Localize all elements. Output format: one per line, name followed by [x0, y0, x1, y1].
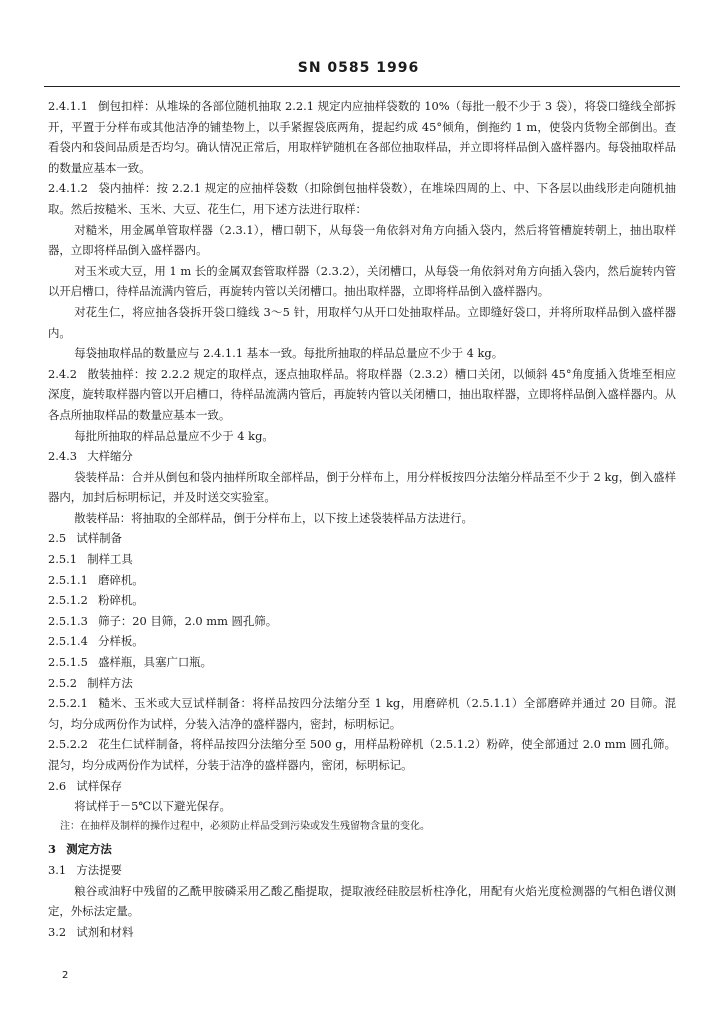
paragraph	[48, 178, 676, 219]
clause-number: 2.5.2.1	[48, 696, 88, 711]
paragraph	[48, 343, 676, 364]
clause-number: 2.4.3	[48, 449, 77, 464]
standard-number-header: SN 0585 1996	[297, 60, 420, 76]
clause-number: 3	[48, 842, 56, 857]
clause-text: 试样制备	[76, 531, 122, 546]
clause-text: 分样板。	[98, 634, 144, 649]
paragraph	[48, 220, 676, 261]
paragraph	[48, 426, 676, 447]
clause-text: 盛样瓶，具塞广口瓶。	[98, 655, 213, 670]
clause-text: 每袋抽取样品的数量应与 2.4.1.1 基本一致。每批所抽取的样品总量应不少于 4 kg。	[74, 346, 504, 361]
clause-text: 大样缩分	[87, 449, 133, 464]
clause-text: 袋装样品：合并从倒包和袋内抽样所取全部样品，倒于分样布上，用分样板按四分法缩分样品至不少于 2 kg，倒入盛样器内，加封后标明标记，并及时送交实验室。	[48, 469, 676, 505]
clause-number: 2.5.1.3	[48, 613, 88, 628]
paragraph	[48, 570, 676, 591]
clause-text: 散装抽样：按 2.2.2 规定的取样点，逐点抽取样品。将取样器（2.3.2）槽口关闭，以倾斜 45°角度插入货堆至相应深度，旋转取样器内管以开启槽口，待样品流满内管后，再旋转内管以关闭槽口，抽出取样器，立即将样品倒入盛样器内。从各点所抽取样品的数量应基本一致。	[48, 366, 676, 422]
clause-number: 2.5.2.2	[48, 737, 88, 752]
clause-text: 粉碎机。	[98, 593, 144, 608]
paragraph	[48, 549, 676, 570]
paragraph	[48, 508, 676, 529]
paragraph	[48, 922, 676, 943]
clause-number: 3.2	[48, 924, 67, 939]
paragraph	[48, 631, 676, 652]
paragraph	[48, 302, 676, 343]
clause-text: 每批所抽取的样品总量应不少于 4 kg。	[74, 428, 274, 443]
paragraph	[48, 734, 676, 775]
clause-text: 注：在抽样及制样的操作过程中，必须防止样品受到污染或发生残留物含量的变化。	[60, 820, 430, 832]
clause-text: 粮谷或油籽中残留的乙酰甲胺磷采用乙酸乙酯提取，提取液经硅胶层析柱净化，用配有火焰光度检测器的气相色谱仪测定，外标法定量。	[48, 883, 676, 919]
clause-number: 2.5.1.4	[48, 634, 88, 649]
clause-text: 方法提要	[76, 862, 122, 877]
clause-number: 2.4.1.1	[48, 99, 88, 113]
clause-text: 对糙米，用金属单管取样器（2.3.1），槽口朝下，从每袋一角依斜对角方向插入袋内，然后将管槽旋转朝上，抽出取样器，立即将样品倒入盛样器内。	[48, 222, 676, 258]
clause-text: 糙米、玉米或大豆试样制备：将样品按四分法缩分至 1 kg，用磨碎机（2.5.1.1）全部磨碎并通过 20 目筛。混匀，均分成两份作为试样，分装入洁净的盛样器内，密封，标明标记。	[48, 696, 676, 731]
paragraph	[48, 652, 676, 673]
clause-number: 2.5	[48, 531, 67, 546]
clause-number: 2.4.1.2	[48, 181, 88, 196]
clause-number: 2.6	[48, 778, 67, 793]
paragraph	[48, 817, 676, 838]
page-number: 2	[62, 970, 69, 981]
clause-text: 测定方法	[66, 842, 112, 857]
paragraph	[48, 796, 676, 817]
paragraph	[48, 590, 676, 611]
paragraph	[48, 611, 676, 632]
paragraph	[48, 776, 676, 797]
clause-number: 2.5.2	[48, 675, 77, 690]
clause-text: 将试样于－5℃以下避光保存。	[74, 799, 231, 814]
paragraph	[48, 839, 676, 860]
paragraph	[48, 881, 676, 922]
clause-number: 3.1	[48, 862, 67, 877]
paragraph	[48, 673, 676, 694]
header-rule	[44, 86, 680, 87]
clause-text: 制样工具	[87, 552, 133, 567]
paragraph	[48, 693, 676, 734]
paragraph	[48, 860, 676, 881]
clause-number: 2.5.1.1	[48, 572, 88, 587]
clause-text: 试样保存	[76, 778, 122, 793]
clause-text: 制样方法	[87, 675, 133, 690]
document-body	[48, 96, 676, 942]
clause-text: 试剂和材料	[76, 924, 134, 939]
clause-number: 2.5.1.5	[48, 655, 88, 670]
clause-number: 2.5.1	[48, 552, 77, 567]
paragraph	[48, 446, 676, 467]
clause-text: 筛子：20 目筛，2.0 mm 圆孔筛。	[98, 613, 278, 628]
paragraph	[48, 467, 676, 508]
clause-text: 散装样品：将抽取的全部样品，倒于分样布上，以下按上述袋装样品方法进行。	[74, 510, 473, 525]
clause-text: 花生仁试样制备，将样品按四分法缩分至 500 g，用样品粉碎机（2.5.1.2）粉碎，使全部通过 2.0 mm 圆孔筛。混匀，均分成两份作为试样，分装于洁净的盛样器内，密闭，标明标记。	[48, 737, 676, 772]
clause-text: 倒包扣样：从堆垛的各部位随机抽取 2.2.1 规定内应抽样袋数的 10%（每批一般不少于 3 袋），将袋口缝线全部拆开，平置于分样布或其他洁净的铺垫物上，以手紧握袋底两角，提起约成 45°倾角，倒拖约 1 m，使袋内货物全部倒出。查看袋内和袋间品质是否均匀。确认情况正常后，用取样铲随机在各部位抽取样品，并立即将样品倒入盛样器内。每袋抽取样品的数量应基本一致。	[48, 99, 676, 175]
paragraph	[48, 96, 676, 178]
clause-text: 对花生仁，将应抽各袋拆开袋口缝线 3～5 针，用取样勺从开口处抽取样品。立即缝好袋口，并将所取样品倒入盛样器内。	[48, 304, 676, 340]
paragraph	[48, 364, 676, 426]
paragraph	[48, 528, 676, 549]
clause-text: 袋内抽样：按 2.2.1 规定的应抽样袋数（扣除倒包抽样袋数），在堆垛四周的上、中、下各层以曲线形走向随机抽取。然后按糙米、玉米、大豆、花生仁，用下述方法进行取样：	[48, 181, 676, 216]
clause-text: 磨碎机。	[98, 572, 144, 587]
paragraph	[48, 261, 676, 302]
clause-number: 2.5.1.2	[48, 593, 88, 608]
clause-number: 2.4.2	[48, 366, 77, 381]
clause-text: 对玉米或大豆，用 1 m 长的金属双套管取样器（2.3.2），关闭槽口，从每袋一角依斜对角方向插入袋内，然后旋转内管以开启槽口，待样品流满内管后，再旋转内管以关闭槽口。抽出取样器，立即将样品倒入盛样器内。	[48, 263, 676, 299]
